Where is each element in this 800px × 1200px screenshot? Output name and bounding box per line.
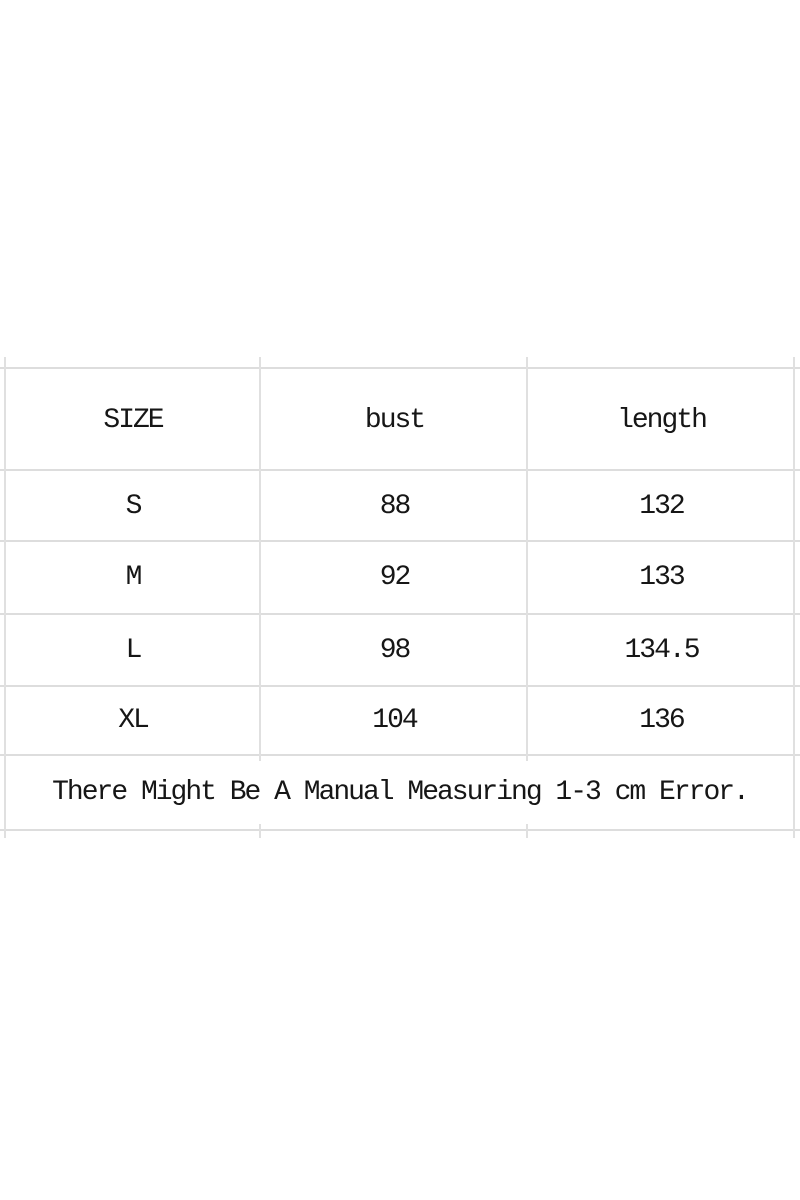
row-m-size-cell: M xyxy=(125,562,141,593)
row-xl-size-cell: XL xyxy=(118,705,148,736)
column-header-length: length xyxy=(617,404,706,436)
row-l-bust-cell: 98 xyxy=(379,634,410,666)
column-header-size: SIZE xyxy=(103,404,163,436)
row-xl-length-cell: 136 xyxy=(639,705,684,736)
measuring-error-note: There Might Be A Manual Measuring 1-3 cm Error. xyxy=(52,777,748,808)
row-l-length-cell: 134.5 xyxy=(624,634,699,666)
row-s-length-cell: 132 xyxy=(639,490,684,522)
row-s-size-cell: S xyxy=(125,490,141,522)
grid-hline-bottom xyxy=(0,829,800,831)
column-header-bust: bust xyxy=(364,404,425,436)
row-m-bust-cell: 92 xyxy=(379,562,410,593)
row-xl-bust-cell: 104 xyxy=(372,705,417,736)
grid-hline-top xyxy=(0,367,800,369)
row-s-bust-cell: 88 xyxy=(379,490,410,522)
row-m-length-cell: 133 xyxy=(639,562,684,593)
row-l-size-cell: L xyxy=(125,634,141,666)
